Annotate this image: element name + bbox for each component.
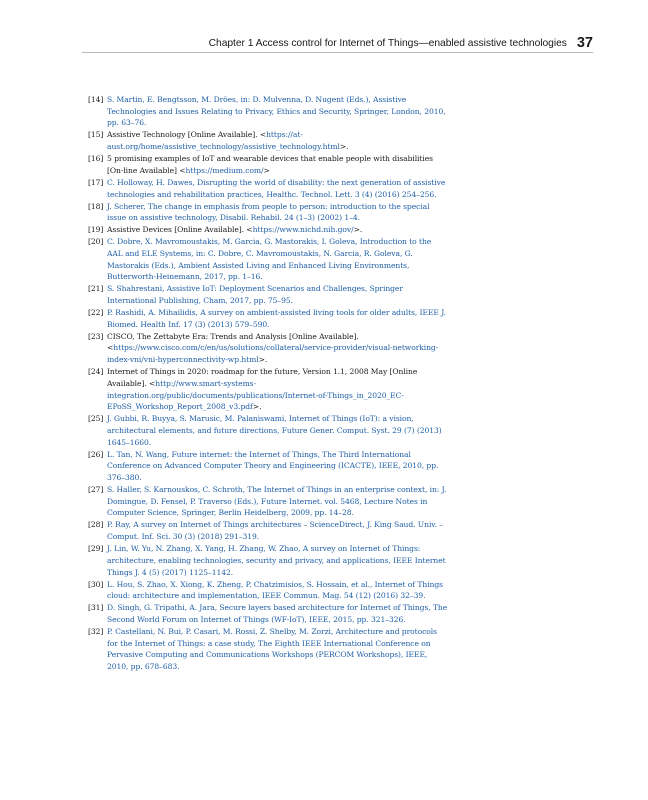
reference-text <box>107 283 448 306</box>
reference-text <box>107 413 448 448</box>
reference-item <box>88 449 448 484</box>
reference-plain-text: >. <box>339 142 349 152</box>
reference-link[interactable]: C. Dobre, X. Mavromoustakis, M. Garcia, G. Mastorakis, I. Goleva, Introduction to the AAL and ELE Systems, in: C. Dobre, C. Mavromoustakis, N. Garcia, R. Goleva, G. Mastorakis (Eds.), Ambient Assisted Living and Enhanced Living Environments, Butterworth-Heinemann, 2017, pp. 1–16. <box>107 237 432 282</box>
reference-number: [25] <box>88 414 104 424</box>
reference-plain-text: CISCO, The Zettabyte Era: Trends and Analysis [Online Available]. < <box>107 331 359 353</box>
reference-number: [30] <box>88 579 104 589</box>
reference-number: [14] <box>88 95 104 104</box>
reference-number: [28] <box>88 520 104 530</box>
reference-link[interactable]: D. Singh, G. Tripathi, A. Jara, Secure layers based architecture for Internet of Things, The Second World Forum on Internet of Things (WF-IoT), IEEE, 2015, pp. 321–326. <box>107 603 448 624</box>
reference-text <box>107 307 448 330</box>
reference-text <box>107 177 448 200</box>
reference-number: [16] <box>88 154 104 164</box>
reference-link[interactable]: L. Hou, S. Zhao, X. Xiong, K. Zheng, P. Chatzimisios, S. Hossain, et al., Internet of Things cloud: architecture and implementation, IEEE Commun. Mag. 54 (12) (2016) 32–39. <box>107 579 443 601</box>
reference-link[interactable]: P. Rashidi, A. Mihailidis, A survey on ambient-assisted living tools for older adults, IEEE J. Biomed. Health Inf. 17 (3) (2013) 579–590. <box>107 308 446 329</box>
reference-list <box>88 94 448 673</box>
reference-number: [21] <box>88 284 104 294</box>
reference-link[interactable]: https://www.nichd.nih.gov/ <box>252 225 354 235</box>
reference-link[interactable]: https://www.cisco.com/c/en/us/solutions/collateral/service-provider/visual-networking-index-vni/vni-hyperconnectivity-wp.html <box>107 343 439 365</box>
reference-link[interactable]: P. Castellani, N. Bui, P. Casari, M. Rossi, Z. Shelby, M. Zorzi, Architecture and protocols for the Internet of Things: a case study, The Eighth IEEE International Conference on Pervasive Computing and Communications Workshops (PERCOM Workshops), IEEE, 2010, pp. 678–683. <box>107 626 437 672</box>
reference-plain-text: > <box>263 165 270 175</box>
reference-item <box>88 201 448 224</box>
reference-link[interactable]: https://at-aust.org/home/assistive_technology/assistive_technology.html <box>107 130 340 152</box>
reference-number: [23] <box>88 331 104 341</box>
reference-item <box>88 413 448 448</box>
reference-item <box>88 626 448 673</box>
reference-link[interactable]: S. Haller, S. Karnouskos, C. Schroth, The Internet of Things in an enterprise context, in: J. Domingue, D. Fensel, P. Traverso (Eds.), Future Internet. vol. 5468, Lecture Notes in Computer Science, Springer, Berlin Heidelberg, 2009, pp. 14–28. <box>107 485 447 518</box>
reference-plain-text: >. <box>258 355 268 365</box>
reference-number: [31] <box>88 603 104 613</box>
reference-number: [20] <box>88 237 104 247</box>
reference-number: [26] <box>88 449 104 459</box>
reference-number: [15] <box>88 130 104 140</box>
reference-text <box>107 129 448 152</box>
reference-item <box>88 283 448 306</box>
reference-link[interactable]: http://www.smart-systems-integration.org/public/documents/publications/Internet-of-Things_in_2020_EC-EPoSS_Workshop_Report_2008_v3.pdf <box>107 378 404 412</box>
reference-link[interactable]: P. Ray, A survey on Internet of Things architectures – ScienceDirect, J. King Saud. Univ. – Comput. Inf. Sci. 30 (3) (2018) 291–319. <box>107 520 443 542</box>
reference-plain-text: Assistive Devices [Online Available]. < <box>107 225 253 235</box>
reference-text <box>107 579 448 602</box>
reference-item <box>88 236 448 283</box>
reference-item <box>88 579 448 602</box>
reference-text <box>107 484 448 519</box>
reference-text <box>107 543 448 578</box>
reference-link[interactable]: L. Tan, N. Wang, Future internet: the Internet of Things, The Third International Conference on Advanced Computer Theory and Engineering (ICACTE), IEEE, 2010, pp. 376–380. <box>107 449 439 483</box>
reference-number: [29] <box>88 544 104 554</box>
reference-text <box>107 94 448 129</box>
reference-item <box>88 177 448 200</box>
reference-text <box>107 153 448 176</box>
reference-link[interactable]: J. Scherer, The change in emphasis from people to person: introduction to the special issue on assistive technology, Disabil. Rehabil. 24 (1–3) (2002) 1–4. <box>107 201 430 223</box>
reference-number: [22] <box>88 308 104 318</box>
reference-number: [32] <box>88 626 104 636</box>
reference-link[interactable]: J. Gubbi, R. Buyya, S. Marusic, M. Palaniswami, Internet of Things (IoT): a vision, architectural elements, and future directions, Future Gener. Comput. Syst. 29 (7) (2013) 1645–1660. <box>107 414 442 447</box>
chapter-title: Chapter 1 Access control for Internet of Things—enabled assistive technologies <box>208 38 567 49</box>
reference-number: [27] <box>88 485 104 495</box>
reference-item <box>88 519 448 542</box>
reference-text <box>107 602 448 625</box>
reference-plain-text: 5 promising examples of IoT and wearable devices that enable people with disabilities [On-line Available] < <box>107 154 433 175</box>
reference-number: [24] <box>88 367 104 377</box>
reference-number: [18] <box>88 201 104 211</box>
reference-text <box>107 331 448 366</box>
reference-plain-text: >. <box>252 402 262 412</box>
reference-text <box>107 626 448 673</box>
reference-text <box>107 519 448 542</box>
reference-link[interactable]: J. Lin, W. Yu, N. Zhang, X. Yang, H. Zhang, W. Zhao, A survey on Internet of Things: architecture, enabling technologies, security and privacy, and applications, IEEE Internet Things J. 4 (5) (2017) 1125–1142. <box>107 544 446 577</box>
reference-plain-text: Internet of Things in 2020: roadmap for the future, Version 1.1, 2008 May [Online Available]. < <box>107 367 418 388</box>
reference-plain-text: >. <box>353 225 363 235</box>
reference-link[interactable]: https://medium.com/ <box>185 165 264 175</box>
reference-item <box>88 224 448 236</box>
page-number: 37 <box>576 35 593 51</box>
reference-text <box>107 201 448 224</box>
reference-text <box>107 366 448 413</box>
reference-number: [17] <box>88 177 104 187</box>
running-head <box>82 34 593 53</box>
reference-item <box>88 307 448 330</box>
reference-number: [19] <box>88 225 104 235</box>
reference-item <box>88 331 448 366</box>
reference-text <box>107 224 448 236</box>
reference-link[interactable]: S. Martin, E. Bengtsson, M. Dröes, in: D. Mulvenna, D. Nugent (Eds.), Assistive Technologies and Issues Relating to Privacy, Ethics and Security, Springer, London, 2010, pp. 63–76. <box>107 95 446 128</box>
reference-link[interactable]: C. Holloway, H. Dawes, Disrupting the world of disability: the next generation of assistive technologies and rehabilitation practices, Healthc. Technol. Lett. 3 (4) (2016) 254–256. <box>107 177 446 199</box>
reference-item <box>88 366 448 413</box>
reference-text <box>107 236 448 283</box>
reference-item <box>88 484 448 519</box>
reference-item <box>88 94 448 129</box>
reference-plain-text: Assistive Technology [Online Available]. < <box>107 130 267 140</box>
reference-item <box>88 129 448 152</box>
reference-link[interactable]: S. Shahrestani, Assistive IoT: Deployment Scenarios and Challenges, Springer International Publishing, Cham, 2017, pp. 75–95. <box>107 284 403 306</box>
reference-text <box>107 449 448 484</box>
reference-item <box>88 602 448 625</box>
reference-item <box>88 153 448 176</box>
reference-item <box>88 543 448 578</box>
